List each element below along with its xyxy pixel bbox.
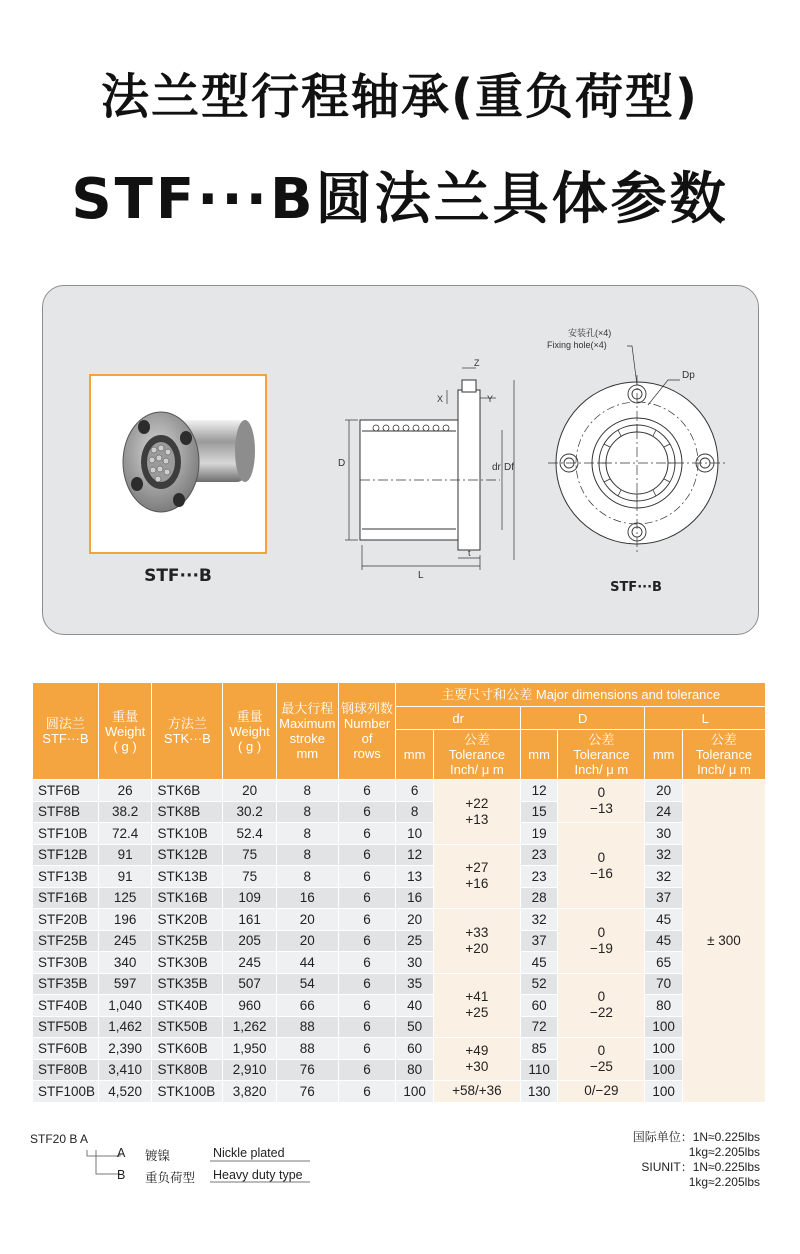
cell-dr-tolerance-upper: +58/+36	[452, 1083, 502, 1099]
cell-number-of-rows: 6	[338, 909, 396, 931]
cell-weight-round: 196	[98, 909, 152, 931]
cell-weight-square: 75	[223, 866, 277, 888]
fixing-hole-label-en: Fixing hole(×4)	[547, 340, 607, 350]
header-D: D	[520, 707, 645, 730]
cell-number-of-rows: 6	[338, 973, 396, 995]
cell-weight-round: 2,390	[98, 1038, 152, 1060]
page-title-line2: STF···B圆法兰具体参数	[71, 167, 729, 232]
header-square-flange: 方法兰 STK···B	[152, 683, 223, 780]
cell-dr-tolerance-lower: +20	[465, 940, 489, 956]
cell-max-stroke: 88	[276, 1016, 338, 1038]
cell-D-tolerance-upper: 0	[597, 989, 606, 1005]
cell-dr-mm: 25	[396, 930, 433, 952]
cell-D-mm: 23	[520, 844, 557, 866]
cell-dr-tolerance-upper: +49	[465, 1043, 489, 1058]
legend-b-en: Heavy duty type	[213, 1168, 303, 1182]
cell-number-of-rows: 6	[338, 1016, 396, 1038]
cell-D-tolerance-lower: −16	[589, 865, 613, 881]
cell-max-stroke: 8	[276, 801, 338, 823]
header-major-dimensions: 主要尺寸和公差 Major dimensions and tolerance	[396, 683, 766, 707]
legend-b-key: B	[117, 1168, 126, 1182]
cell-weight-square: 205	[223, 930, 277, 952]
cell-square-flange-model: STK40B	[152, 995, 223, 1017]
cell-L-mm: 80	[645, 995, 682, 1017]
legend-a-key: A	[117, 1146, 126, 1160]
cell-D-mm: 45	[520, 952, 557, 974]
unit-conversion-note	[560, 1130, 760, 1190]
table-row	[33, 1016, 766, 1038]
cell-weight-round: 245	[98, 930, 152, 952]
cell-dr-mm: 80	[396, 1059, 433, 1081]
cell-number-of-rows: 6	[338, 844, 396, 866]
cell-number-of-rows: 6	[338, 930, 396, 952]
table-row	[33, 1081, 766, 1103]
cell-weight-round: 38.2	[98, 801, 152, 823]
cell-max-stroke: 8	[276, 866, 338, 888]
cell-D-tolerance-lower: −25	[589, 1059, 613, 1074]
cell-D-mm: 85	[520, 1038, 557, 1060]
cell-square-flange-model: STK13B	[152, 866, 223, 888]
cell-dr-tolerance-lower: +16	[465, 876, 489, 892]
table-row	[33, 780, 766, 802]
cell-dr-tolerance	[433, 780, 520, 845]
cell-dr-tolerance	[433, 844, 520, 909]
cell-number-of-rows: 6	[338, 801, 396, 823]
table-row	[33, 887, 766, 909]
cell-dr-tolerance-upper: +41	[465, 989, 489, 1005]
dim-z-label: Z	[474, 358, 480, 368]
cell-square-flange-model: STK6B	[152, 780, 223, 802]
dim-d-label: D	[338, 458, 346, 469]
cell-dr-tolerance-lower: +30	[465, 1059, 489, 1074]
cell-max-stroke: 8	[276, 823, 338, 845]
legend-a-en: Nickle plated	[213, 1146, 285, 1160]
cell-L-mm: 32	[645, 866, 682, 888]
cell-round-flange-model: STF13B	[33, 866, 99, 888]
cell-D-tolerance	[558, 1038, 645, 1081]
cell-L-mm: 65	[645, 952, 682, 974]
cell-D-tolerance-upper: 0	[597, 785, 606, 800]
cell-D-mm: 130	[520, 1081, 557, 1103]
cell-dr-tolerance	[433, 1038, 520, 1081]
cell-weight-square: 1,262	[223, 1016, 277, 1038]
cell-weight-square: 245	[223, 952, 277, 974]
table-row	[33, 909, 766, 931]
cell-dr-tolerance	[433, 1081, 520, 1103]
table-row	[33, 1059, 766, 1081]
cell-weight-square: 1,950	[223, 1038, 277, 1060]
table-row	[33, 952, 766, 974]
cell-round-flange-model: STF40B	[33, 995, 99, 1017]
cell-weight-square: 960	[223, 995, 277, 1017]
cell-D-tolerance-upper: 0	[597, 924, 606, 940]
cell-weight-round: 91	[98, 866, 152, 888]
cell-D-mm: 37	[520, 930, 557, 952]
cell-round-flange-model: STF16B	[33, 887, 99, 909]
cell-number-of-rows: 6	[338, 1081, 396, 1103]
cell-weight-round: 1,462	[98, 1016, 152, 1038]
cell-weight-round: 72.4	[98, 823, 152, 845]
cell-number-of-rows: 6	[338, 1059, 396, 1081]
cell-weight-round: 3,410	[98, 1059, 152, 1081]
cell-weight-round: 597	[98, 973, 152, 995]
cell-square-flange-model: STK8B	[152, 801, 223, 823]
cell-L-mm: 70	[645, 973, 682, 995]
header-L-mm: mm	[645, 730, 682, 780]
header-D-mm: mm	[520, 730, 557, 780]
cell-dr-mm: 35	[396, 973, 433, 995]
cell-square-flange-model: STK60B	[152, 1038, 223, 1060]
cell-square-flange-model: STK100B	[152, 1081, 223, 1103]
cell-weight-round: 91	[98, 844, 152, 866]
cell-dr-tolerance-upper: +27	[465, 860, 489, 876]
drawing-caption: STF···B	[610, 580, 662, 595]
cell-D-tolerance-lower: −19	[589, 940, 613, 956]
header-weight-1: 重量 Weight ( g )	[98, 683, 152, 780]
cell-square-flange-model: STK16B	[152, 887, 223, 909]
cell-weight-round: 125	[98, 887, 152, 909]
cell-max-stroke: 44	[276, 952, 338, 974]
cell-D-tolerance-upper: 0	[597, 1043, 606, 1058]
cell-dr-tolerance	[433, 909, 520, 974]
dim-y-label: Y	[487, 394, 494, 404]
cell-D-mm: 19	[520, 823, 557, 845]
header-dr-mm: mm	[396, 730, 433, 780]
cell-square-flange-model: STK12B	[152, 844, 223, 866]
cell-max-stroke: 20	[276, 930, 338, 952]
cell-max-stroke: 76	[276, 1081, 338, 1103]
cell-weight-round: 4,520	[98, 1081, 152, 1103]
header-D-tolerance: 公差 Tolerance Inch/ μ m	[558, 730, 645, 780]
cell-weight-square: 30.2	[223, 801, 277, 823]
table-row	[33, 973, 766, 995]
cell-L-mm: 45	[645, 909, 682, 931]
cell-max-stroke: 76	[276, 1059, 338, 1081]
cell-square-flange-model: STK10B	[152, 823, 223, 845]
cell-dr-mm: 50	[396, 1016, 433, 1038]
cell-dr-mm: 10	[396, 823, 433, 845]
cell-round-flange-model: STF60B	[33, 1038, 99, 1060]
dim-t-label: t	[468, 548, 471, 558]
cell-D-tolerance-upper: 0	[597, 849, 606, 865]
cell-dr-mm: 13	[396, 866, 433, 888]
cell-L-mm: 24	[645, 801, 682, 823]
legend-code: STF20 B A	[30, 1132, 89, 1146]
cell-number-of-rows: 6	[338, 887, 396, 909]
header-round-flange: 圆法兰 STF···B	[33, 683, 99, 780]
cell-square-flange-model: STK30B	[152, 952, 223, 974]
cell-weight-square: 20	[223, 780, 277, 802]
cell-round-flange-model: STF35B	[33, 973, 99, 995]
cell-dr-mm: 100	[396, 1081, 433, 1103]
cell-max-stroke: 8	[276, 844, 338, 866]
cell-weight-square: 2,910	[223, 1059, 277, 1081]
cell-dr-tolerance-upper: +33	[465, 924, 489, 940]
dim-df-label: Df	[504, 462, 514, 473]
cell-square-flange-model: STK35B	[152, 973, 223, 995]
cell-round-flange-model: STF8B	[33, 801, 99, 823]
header-weight-2: 重量 Weight ( g )	[223, 683, 277, 780]
cell-D-mm: 28	[520, 887, 557, 909]
cell-weight-square: 3,820	[223, 1081, 277, 1103]
cell-max-stroke: 8	[276, 780, 338, 802]
cell-dr-mm: 6	[396, 780, 433, 802]
table-row	[33, 801, 766, 823]
header-dr-tolerance: 公差 Tolerance Inch/ μ m	[433, 730, 520, 780]
cell-max-stroke: 66	[276, 995, 338, 1017]
cell-L-mm: 100	[645, 1038, 682, 1060]
cell-dr-tolerance-upper: +22	[465, 795, 489, 811]
cell-weight-round: 26	[98, 780, 152, 802]
cell-L-mm: 30	[645, 823, 682, 845]
cell-round-flange-model: STF100B	[33, 1081, 99, 1103]
cell-dr-mm: 20	[396, 909, 433, 931]
header-max-stroke: 最大行程 Maximum stroke mm	[276, 683, 338, 780]
header-number-of-rows: 钢球列数 Number of rows	[338, 683, 396, 780]
cell-max-stroke: 20	[276, 909, 338, 931]
cell-L-mm: 32	[645, 844, 682, 866]
cell-dr-tolerance-lower: +13	[465, 811, 489, 827]
cell-number-of-rows: 6	[338, 823, 396, 845]
cell-number-of-rows: 6	[338, 995, 396, 1017]
cell-L-mm: 20	[645, 780, 682, 802]
cell-weight-square: 52.4	[223, 823, 277, 845]
cell-L-mm: 45	[645, 930, 682, 952]
cell-round-flange-model: STF25B	[33, 930, 99, 952]
cell-number-of-rows: 6	[338, 952, 396, 974]
cell-round-flange-model: STF30B	[33, 952, 99, 974]
unit-line-2: 1kg≈2.205lbs	[688, 1145, 760, 1159]
header-L-tolerance: 公差 Tolerance Inch/ μ m	[682, 730, 765, 780]
cell-round-flange-model: STF50B	[33, 1016, 99, 1038]
cell-D-tolerance	[558, 973, 645, 1038]
cell-round-flange-model: STF6B	[33, 780, 99, 802]
table-row	[33, 823, 766, 845]
cell-max-stroke: 54	[276, 973, 338, 995]
spec-table	[32, 682, 766, 1103]
cell-L-mm: 100	[645, 1059, 682, 1081]
cell-weight-round: 1,040	[98, 995, 152, 1017]
unit-line-1: 国际单位：1N≈0.225lbs	[632, 1130, 760, 1144]
cell-D-tolerance-lower: −13	[589, 801, 613, 816]
cell-L-mm: 37	[645, 887, 682, 909]
table-row	[33, 995, 766, 1017]
legend-a-cn: 镀镍	[145, 1149, 171, 1163]
cell-dr-mm: 16	[396, 887, 433, 909]
header-L: L	[645, 707, 766, 730]
table-row	[33, 930, 766, 952]
cell-square-flange-model: STK50B	[152, 1016, 223, 1038]
cell-round-flange-model: STF10B	[33, 823, 99, 845]
front-view-drawing	[548, 346, 726, 552]
cell-number-of-rows: 6	[338, 1038, 396, 1060]
dim-dr-label: dr	[492, 462, 501, 473]
cell-weight-square: 109	[223, 887, 277, 909]
cell-L-mm: 100	[645, 1016, 682, 1038]
table-row	[33, 844, 766, 866]
cell-square-flange-model: STK25B	[152, 930, 223, 952]
spec-table-body	[33, 780, 766, 1103]
dim-x-label: X	[437, 394, 444, 404]
cell-D-mm: 72	[520, 1016, 557, 1038]
cell-weight-square: 161	[223, 909, 277, 931]
cell-max-stroke: 16	[276, 887, 338, 909]
dim-dp-label: Dp	[682, 370, 695, 381]
cell-L-tolerance: ± 300	[682, 780, 765, 1103]
cell-max-stroke: 88	[276, 1038, 338, 1060]
cell-L-mm: 100	[645, 1081, 682, 1103]
cell-D-mm: 15	[520, 801, 557, 823]
cell-D-tolerance	[558, 780, 645, 823]
page-title-line1: 法兰型行程轴承(重负荷型)	[101, 69, 699, 125]
cell-square-flange-model: STK20B	[152, 909, 223, 931]
cell-dr-mm: 40	[396, 995, 433, 1017]
cell-D-mm: 52	[520, 973, 557, 995]
cell-dr-mm: 30	[396, 952, 433, 974]
cell-D-mm: 110	[520, 1059, 557, 1081]
cell-number-of-rows: 6	[338, 866, 396, 888]
cell-square-flange-model: STK80B	[152, 1059, 223, 1081]
cell-D-tolerance	[558, 909, 645, 974]
cell-weight-square: 507	[223, 973, 277, 995]
legend-b-cn: 重负荷型	[145, 1171, 196, 1185]
unit-line-3: SIUNIT：1N≈0.225lbs	[641, 1160, 760, 1174]
cell-number-of-rows: 6	[338, 780, 396, 802]
cell-dr-mm: 60	[396, 1038, 433, 1060]
table-row	[33, 866, 766, 888]
cell-D-tolerance	[558, 1081, 645, 1103]
cell-dr-tolerance	[433, 973, 520, 1038]
cell-D-mm: 60	[520, 995, 557, 1017]
cell-dr-mm: 12	[396, 844, 433, 866]
cell-D-tolerance	[558, 823, 645, 909]
header-dr: dr	[396, 707, 521, 730]
fixing-hole-label-cn: 安装孔(×4)	[568, 328, 612, 338]
cell-D-mm: 32	[520, 909, 557, 931]
cell-weight-square: 75	[223, 844, 277, 866]
cell-D-tolerance-lower: −22	[589, 1005, 613, 1021]
cell-round-flange-model: STF80B	[33, 1059, 99, 1081]
cell-D-mm: 12	[520, 780, 557, 802]
photo-caption: STF···B	[144, 566, 212, 586]
dim-l-label: L	[418, 570, 424, 581]
table-row	[33, 1038, 766, 1060]
cell-D-tolerance-upper: 0/−29	[584, 1083, 619, 1099]
cell-weight-round: 340	[98, 952, 152, 974]
model-code-legend	[30, 1130, 330, 1190]
cell-D-mm: 23	[520, 866, 557, 888]
cell-round-flange-model: STF20B	[33, 909, 99, 931]
cell-dr-mm: 8	[396, 801, 433, 823]
cell-round-flange-model: STF12B	[33, 844, 99, 866]
unit-line-4: 1kg≈2.205lbs	[688, 1175, 760, 1189]
cell-dr-tolerance-lower: +25	[465, 1005, 489, 1021]
